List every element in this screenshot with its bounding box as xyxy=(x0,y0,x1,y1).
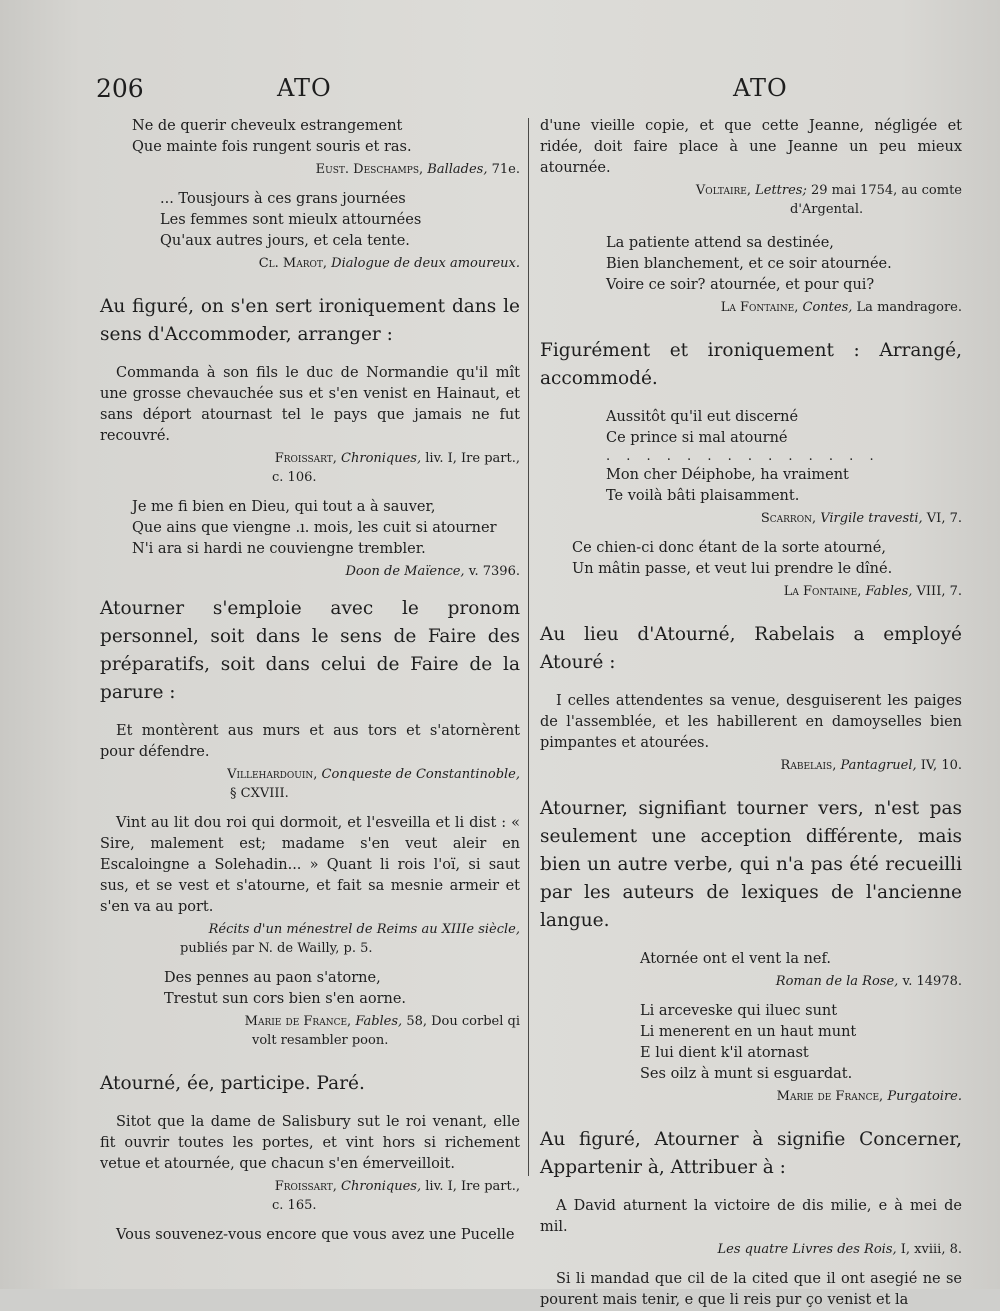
citation-author: Marie de France, xyxy=(244,1014,352,1029)
citation-author: Scarron, xyxy=(760,511,817,526)
citation xyxy=(540,1087,962,1106)
prose-quote: d'une vieille copie, et que cette Jeanne, négligée et ridée, doit faire place à une Jeanne un peu mieux atournée. xyxy=(540,118,962,176)
verse-line: Ce chien-ci donc étant de la sorte atourné, xyxy=(572,540,886,556)
citation-ref: v. 7396. xyxy=(468,564,520,579)
citation-ref: liv. I, Ire part., xyxy=(425,1179,520,1194)
citation-work: Fables, xyxy=(865,584,913,599)
citation-author: Eust. Deschamps, xyxy=(315,162,424,177)
citation-author: La Fontaine, xyxy=(783,584,862,599)
definition-paragraph: Au figuré, on s'en sert ironiquement dans le sens d'Accommoder, arranger : xyxy=(100,296,520,345)
citation xyxy=(100,920,520,939)
right-running-head: ATO xyxy=(733,74,788,102)
citation-author: Froissart, xyxy=(274,451,337,466)
citation xyxy=(540,972,962,991)
column-divider xyxy=(528,118,529,1176)
verse-line: Te voilà bâti plaisamment. xyxy=(606,488,800,504)
citation-ref: VI, 7. xyxy=(926,511,962,526)
verse-line: Ne de querir cheveulx estrangement xyxy=(132,118,403,134)
verse-line: Ses oilz à munt si esguardat. xyxy=(640,1066,853,1082)
citation-ref: 58, Dou corbel qi xyxy=(406,1014,520,1029)
prose-quote: Et montèrent aus murs et aus tors et s'atornèrent pour défendre. xyxy=(100,723,520,760)
ellipsis-dots: . . . . . . . . . . . . . . xyxy=(606,449,880,464)
citation-ref: 71e. xyxy=(491,162,520,177)
left-column xyxy=(100,116,520,1246)
verse-line: Des pennes au paon s'atorne, xyxy=(164,970,381,986)
citation xyxy=(540,509,962,528)
prose-quote: Commanda à son fils le duc de Normandie qu'il mît une grosse chevauchée sus et s'en venist en Hainaut, et sans déport atournast tel le pays que jamais ne fut recouvré. xyxy=(100,365,520,444)
citation-ref: v. 14978. xyxy=(902,974,962,989)
citation-continued: d'Argental. xyxy=(790,202,864,217)
citation-work: Chroniques, xyxy=(341,451,422,466)
citation-work: Récits d'un ménestrel de Reims au XIIIe siècle, xyxy=(208,922,520,937)
citation-work: Roman de la Rose, xyxy=(775,974,899,989)
citation-author: Rabelais, xyxy=(780,758,837,773)
citation xyxy=(100,254,520,273)
verse-quote xyxy=(572,538,962,580)
verse-quote xyxy=(132,116,520,158)
citation-continued: § CXVIII. xyxy=(230,786,289,801)
verse-line: E lui dient k'il atornast xyxy=(640,1045,809,1061)
citation-work: Dialogue de deux amoureux. xyxy=(331,256,520,271)
definition-paragraph: Au figuré, Atourner à signifie Concerner, Appartenir à, Attribuer à : xyxy=(540,1129,962,1178)
citation-work: Purgatoire. xyxy=(887,1089,962,1104)
citation-author: Marie de France, xyxy=(776,1089,884,1104)
citation-ref: VIII, 7. xyxy=(916,584,962,599)
verse-quote xyxy=(132,497,520,560)
verse-line: Bien blanchement, et ce soir atournée. xyxy=(606,256,892,272)
definition-paragraph: Atourner s'emploie avec le pronom personnel, soit dans le sens de Faire des préparatifs, soit dans celui de Faire de la parure : xyxy=(100,598,520,703)
citation-author: Villehardouin, xyxy=(227,767,318,782)
citation xyxy=(540,582,962,601)
verse-quote xyxy=(606,233,962,296)
prose-quote: Vint au lit dou roi qui dormoit, et l'esveilla et li dist : « Sire, malement est; madame s'en veut aleir en Escaloingne a Solehadin... » Quant li rois l'oï, si saut sus, et se vest et s'atourne, et fait sa mesnie armeir et s'en va au port. xyxy=(100,815,520,915)
citation xyxy=(100,562,520,581)
verse-line: Trestut sun cors bien s'en aorne. xyxy=(164,991,407,1007)
verse-line: Voire ce soir? atournée, et pour qui? xyxy=(606,277,875,293)
verse-line: Li menerent en un haut munt xyxy=(640,1024,857,1040)
citation-ref: liv. I, Ire part., xyxy=(425,451,520,466)
prose-quote: Si li mandad que cil de la cited que il ont asegié ne se pourent mais tenir, e que li reis pur ço venist et la xyxy=(540,1271,962,1308)
citation-work: Fables, xyxy=(355,1014,403,1029)
prose-quote: I celles attendentes sa venue, desguiserent les paiges de l'assemblée, et les habillerent en damoyselles bien pimpantes et atourées. xyxy=(540,693,962,751)
citation-ref: I, xviii, 8. xyxy=(900,1242,962,1257)
citation-author: Froissart, xyxy=(274,1179,337,1194)
verse-line: N'i ara si hardi ne couviengne trembler. xyxy=(132,541,426,557)
verse-line: Un mâtin passe, et veut lui prendre le dîné. xyxy=(572,561,893,577)
prose-quote: A David aturnent la victoire de dis milie, e à mei de mil. xyxy=(540,1198,962,1235)
verse-line: Atornée ont el vent la nef. xyxy=(640,951,831,967)
verse-line: ... Tousjours à ces grans journées xyxy=(160,191,406,207)
page-number: 206 xyxy=(96,74,144,103)
verse-quote xyxy=(640,1001,962,1085)
citation-work: Lettres; xyxy=(755,183,807,198)
citation xyxy=(100,449,520,468)
verse-line: Ce prince si mal atourné xyxy=(606,430,788,446)
verse-line: Aussitôt qu'il eut discerné xyxy=(606,409,799,425)
verse-quote xyxy=(164,968,520,1010)
citation-work: Virgile travesti, xyxy=(820,511,923,526)
citation xyxy=(100,1177,520,1196)
citation-work: Doon de Maïence, xyxy=(345,564,465,579)
definition-paragraph: Figurément et ironiquement : Arrangé, accommodé. xyxy=(540,340,962,389)
prose-quote: Sitot que la dame de Salisbury sut le roi venant, elle fit ouvrir toutes les portes, et vint hors si richement vetue et atournée, que chacun s'en émerveilloit. xyxy=(100,1114,520,1172)
verse-line: Les femmes sont mieulx attournées xyxy=(160,212,422,228)
citation-continued: c. 165. xyxy=(272,1198,317,1213)
citation-work: Contes, xyxy=(802,300,853,315)
citation-ref: La mandragore. xyxy=(856,300,962,315)
verse-line: Je me fi bien en Dieu, qui tout a à sauver, xyxy=(132,499,436,515)
citation xyxy=(540,181,962,200)
citation-author: Voltaire, xyxy=(695,183,751,198)
verse-line: La patiente attend sa destinée, xyxy=(606,235,834,251)
citation xyxy=(540,298,962,317)
definition-paragraph: Atourner, signifiant tourner vers, n'est pas seulement une acception différente, mais bien un autre verbe, qui n'a pas été recueilli par les auteurs de lexiques de l'ancienne langue. xyxy=(540,798,962,931)
verse-line: Li arceveske qui iluec sunt xyxy=(640,1003,838,1019)
citation-ref: 29 mai 1754, au comte xyxy=(811,183,962,198)
citation xyxy=(100,765,520,784)
verse-quote xyxy=(606,407,962,507)
citation xyxy=(100,1012,520,1031)
citation-work: Chroniques, xyxy=(341,1179,422,1194)
verse-quote xyxy=(640,949,962,970)
citation-continued: volt resambler poon. xyxy=(252,1033,389,1048)
verse-line: Qu'aux autres jours, et cela tente. xyxy=(160,233,410,249)
left-running-head: ATO xyxy=(277,74,332,102)
citation-ref: IV, 10. xyxy=(920,758,962,773)
citation-work: Les quatre Livres des Rois, xyxy=(717,1242,897,1257)
definition-paragraph: Atourné, ée, participe. Paré. xyxy=(100,1073,365,1094)
citation-author: La Fontaine, xyxy=(720,300,799,315)
citation-work: Ballades, xyxy=(427,162,488,177)
citation-work: Conqueste de Constantinoble, xyxy=(321,767,520,782)
citation xyxy=(540,756,962,775)
verse-line: Mon cher Déiphobe, ha vraiment xyxy=(606,467,849,483)
verse-line: Que mainte fois rungent souris et ras. xyxy=(132,139,412,155)
citation xyxy=(540,1240,962,1259)
citation-work: Pantagruel, xyxy=(840,758,917,773)
verse-line: Que ains que viengne .ı. mois, les cuit si atourner xyxy=(132,520,497,536)
citation xyxy=(100,160,520,179)
right-column xyxy=(540,116,962,1311)
citation-continued: c. 106. xyxy=(272,470,317,485)
verse-quote xyxy=(160,189,520,252)
citation-continued: publiés par N. de Wailly, p. 5. xyxy=(180,941,373,956)
citation-author: Cl. Marot, xyxy=(258,256,327,271)
prose-quote: Vous souvenez-vous encore que vous avez une Pucelle xyxy=(116,1227,515,1243)
definition-paragraph: Au lieu d'Atourné, Rabelais a employé Atouré : xyxy=(540,624,962,673)
